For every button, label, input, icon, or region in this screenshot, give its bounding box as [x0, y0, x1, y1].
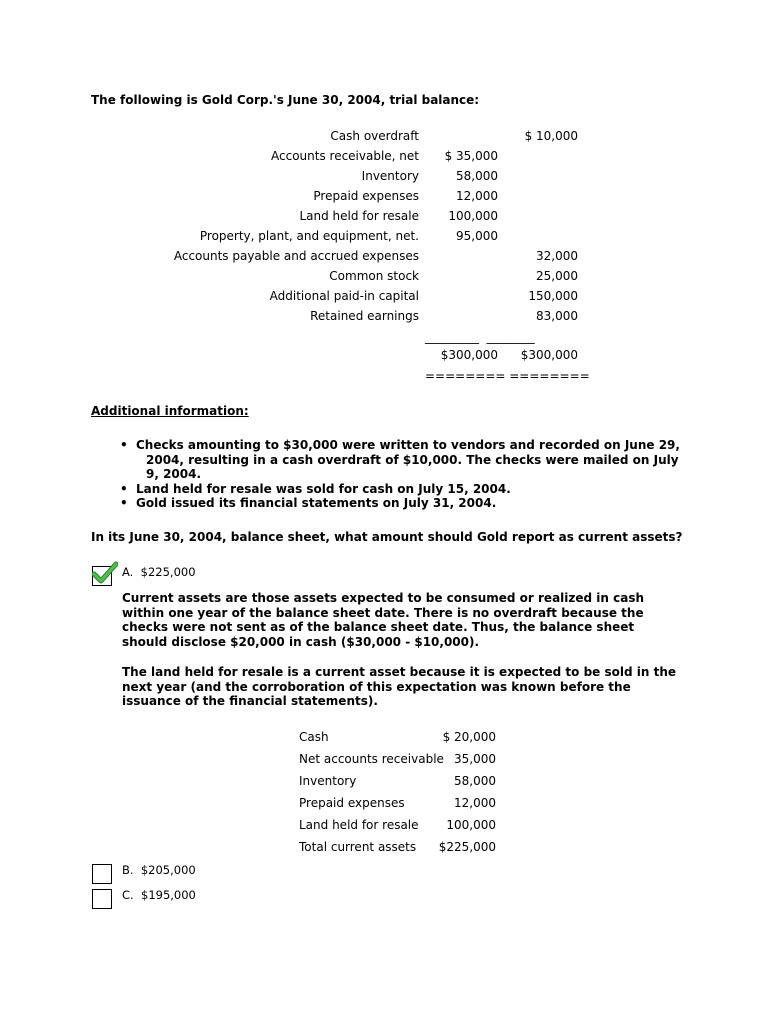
row-label: Net accounts receivable [299, 752, 444, 766]
row-value: 100,000 [446, 818, 496, 832]
row-credit: 150,000 [528, 289, 578, 303]
row-value: 12,000 [454, 796, 496, 810]
row-credit: 25,000 [536, 269, 578, 283]
row-label: Prepaid expenses [299, 796, 405, 810]
option-text: $195,000 [141, 888, 196, 902]
row-debit: 58,000 [456, 169, 498, 183]
explanation-paragraph-1: Current assets are those assets expected to be consumed or realized in cash within one year of the balance sheet date. There is no overdraft because the checks were not sent as of the balance sheet date. Thus, the balance sheet should disclose $20,000 in cash ($30,000 - $10,000). [122, 591, 645, 649]
page-title: The following is Gold Corp.'s June 30, 2004, trial balance: [91, 93, 480, 107]
option-letter: A. [122, 565, 134, 579]
option-b-checkbox[interactable] [92, 864, 112, 884]
additional-info-heading: Additional information: [91, 404, 249, 418]
row-credit: 32,000 [536, 249, 578, 263]
row-label: Retained earnings [310, 309, 419, 323]
subtotal-rule: _________ ________ [425, 330, 535, 344]
row-label: Cash overdraft [330, 129, 419, 143]
question-text: In its June 30, 2004, balance sheet, what amount should Gold report as current assets? [91, 530, 683, 544]
list-item: • Gold issued its financial statements on July 31, 2004. [120, 496, 497, 510]
option-a-checkbox[interactable] [92, 566, 112, 586]
option-c-checkbox[interactable] [92, 889, 112, 909]
option-c[interactable] [122, 888, 196, 902]
row-label: Inventory [299, 774, 357, 788]
bullet-icon: • [120, 481, 128, 496]
option-text: $225,000 [140, 565, 196, 579]
row-value: 35,000 [454, 752, 496, 766]
row-debit: 12,000 [456, 189, 498, 203]
row-label: Prepaid expenses [313, 189, 419, 203]
row-value: 58,000 [454, 774, 496, 788]
bullet-icon: • [120, 438, 128, 452]
row-credit: 83,000 [536, 309, 578, 323]
row-value: $225,000 [438, 840, 496, 854]
checkmark-icon [92, 561, 118, 585]
row-label: Common stock [329, 269, 419, 283]
row-debit: $ 35,000 [444, 149, 498, 163]
explanation-paragraph-2: The land held for resale is a current asset because it is expected to be sold in the next year (and the corroboration of this expectation was known before the issuance of the financial statements). [122, 665, 676, 708]
row-label: Cash [299, 730, 329, 744]
row-debit: 100,000 [448, 209, 498, 223]
total-debit: $300,000 [440, 348, 498, 362]
row-label: Land held for resale [299, 818, 419, 832]
row-label: Property, plant, and equipment, net. [199, 229, 419, 243]
row-debit: 95,000 [456, 229, 498, 243]
bullet-icon: • [120, 496, 128, 510]
row-credit: $ 10,000 [524, 129, 578, 143]
option-a[interactable] [122, 565, 196, 579]
row-label: Additional paid-in capital [269, 289, 419, 303]
row-value: $ 20,000 [442, 730, 496, 744]
row-label: Total current assets [299, 840, 417, 854]
row-label: Inventory [361, 169, 419, 183]
option-text: $205,000 [140, 863, 196, 877]
option-letter: B. [122, 863, 134, 877]
row-label: Accounts payable and accrued expenses [173, 249, 419, 263]
row-label: Accounts receivable, net [271, 149, 419, 163]
list-item: • Checks amounting to $30,000 were written to vendors and recorded on June 29, 2004, resulting in a cash overdraft of $10,000. The checks were mailed on July 9, 2004. [120, 438, 680, 481]
list-item: • Land held for resale was sold for cash on July 15, 2004. [120, 481, 511, 496]
option-letter: C. [122, 888, 134, 902]
double-rule: ======== ======== [425, 369, 590, 383]
row-label: Land held for resale [299, 209, 419, 223]
option-b[interactable] [122, 863, 196, 877]
total-credit: $300,000 [520, 348, 578, 362]
additional-info-list [112, 438, 692, 511]
